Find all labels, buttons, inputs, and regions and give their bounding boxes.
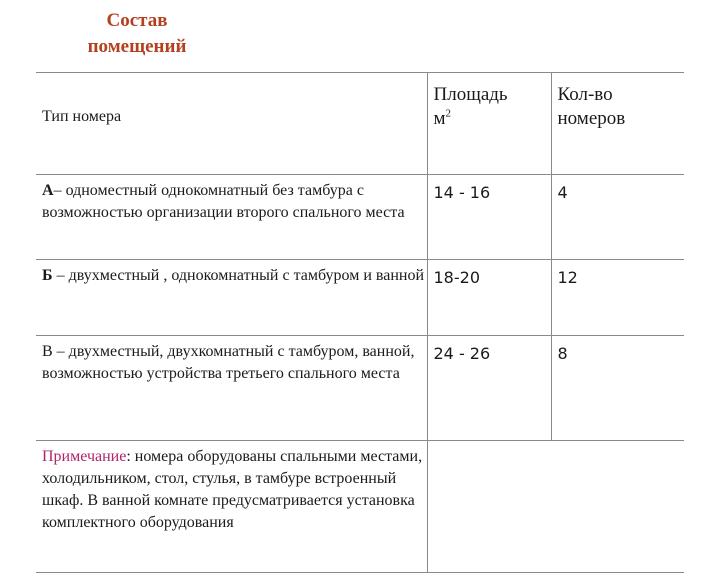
area-cell: 18-20 xyxy=(427,260,551,336)
table-header-row xyxy=(36,73,684,175)
room-type-cell xyxy=(36,260,427,336)
note-row xyxy=(36,441,684,573)
room-description: В – двухместный, двухкомнатный с тамбуром, ванной, возможностью устройства третьего спального места xyxy=(42,343,415,382)
page-title xyxy=(62,8,212,60)
table-row xyxy=(36,175,684,260)
header-room-type: Тип номера xyxy=(36,73,427,175)
table-row xyxy=(36,260,684,336)
header-count-line2: номеров xyxy=(557,108,626,129)
note-empty-cell xyxy=(427,441,684,573)
header-area-sup: 2 xyxy=(445,107,452,120)
count-cell: 4 xyxy=(551,175,684,260)
table-row xyxy=(36,336,684,441)
area-cell: 24 - 26 xyxy=(427,336,551,441)
area-cell: 14 - 16 xyxy=(427,175,551,260)
header-count xyxy=(551,73,684,175)
header-area xyxy=(427,73,551,175)
title-line-2: помещений xyxy=(87,36,187,57)
room-type-cell xyxy=(36,175,427,260)
count-cell: 8 xyxy=(551,336,684,441)
rooms-table xyxy=(36,72,684,573)
count-cell: 12 xyxy=(551,260,684,336)
room-description: – одноместный однокомнатный без тамбура с возможностью организации второго спального места xyxy=(42,182,405,221)
room-code: А xyxy=(42,182,54,199)
note-text: : номера оборудованы спальными местами, холодильником, стол, стулья, в тамбуре встроенный шкаф. В ванной комнате предусматривается установка комплектного оборудования xyxy=(42,448,423,531)
header-count-line1: Кол-во xyxy=(557,84,613,105)
room-description: – двухместный , однокомнатный с тамбуром и ванной xyxy=(52,267,425,284)
room-code: Б xyxy=(42,267,53,284)
header-area-label: Площадь xyxy=(433,84,508,105)
title-line-1: Состав xyxy=(106,10,168,31)
note-cell xyxy=(36,441,427,573)
header-area-unit: м xyxy=(433,108,446,129)
note-label: Примечание xyxy=(42,448,127,465)
room-type-cell xyxy=(36,336,427,441)
